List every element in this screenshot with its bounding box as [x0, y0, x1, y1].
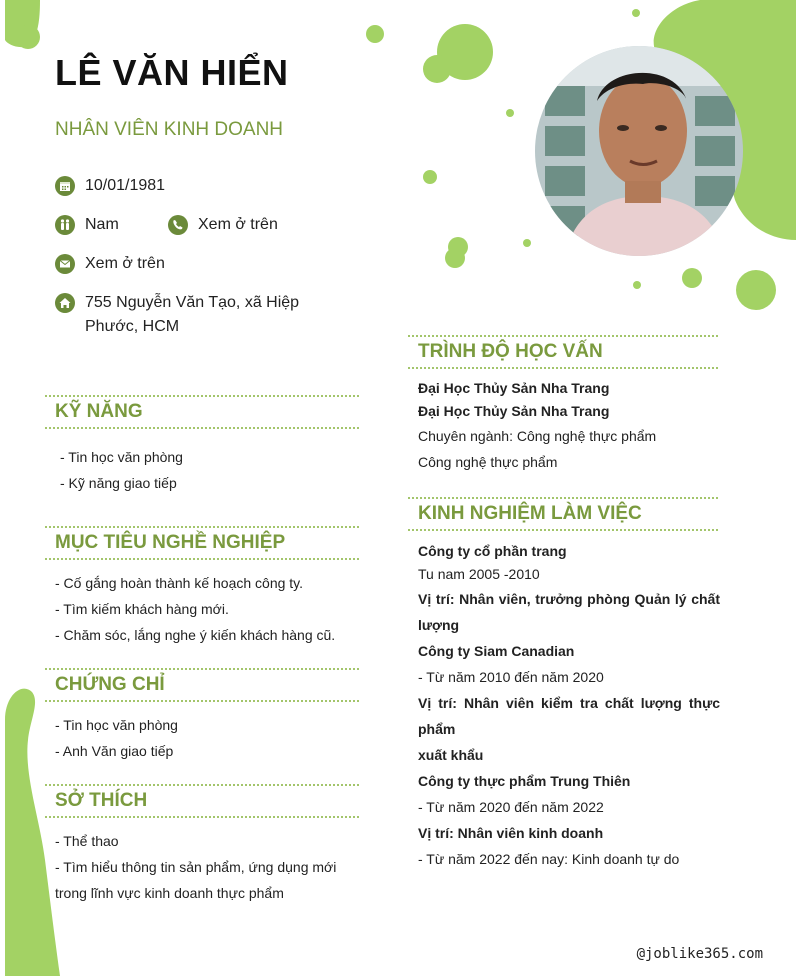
experience-period: Tu nam 2005 -2010 [418, 566, 540, 582]
education-degree: Công nghệ thực phẩm [418, 454, 558, 470]
candidate-role: NHÂN VIÊN KINH DOANH [55, 119, 284, 140]
list-item: - Thể thao [55, 833, 119, 849]
hobbies-title: SỞ THÍCH [45, 784, 359, 818]
experience-position: Vị trí: Nhân viên kiểm tra chất lượng thực phẩm [418, 695, 720, 737]
candidate-name: LÊ VĂN HIỂN [55, 52, 289, 93]
list-item: - Tìm kiếm khách hàng mới. [55, 601, 229, 617]
experience-position: Vị trí: Nhân viên kinh doanh [418, 825, 604, 841]
gender-row [55, 213, 119, 237]
experience-title: KINH NGHIỆM LÀM VIỆC [408, 497, 718, 531]
experience-period: - Từ năm 2010 đến năm 2020 [418, 669, 604, 685]
envelope-icon [55, 254, 75, 274]
list-item: - Tin học văn phòng [60, 449, 183, 465]
education-major: Chuyên ngành: Công nghệ thực phẩm [418, 428, 657, 444]
school-name: Đại Học Thủy Sản Nha Trang [418, 380, 610, 396]
experience-position: Vị trí: Nhân viên, trưởng phòng Quản lý chất [418, 591, 720, 607]
objective-title: MỤC TIÊU NGHỀ NGHIỆP [45, 526, 359, 560]
birthday-row [55, 174, 165, 198]
experience-position-cont: lượng [418, 617, 460, 633]
phone-row [168, 213, 278, 237]
certificates-title: CHỨNG CHỈ [45, 668, 359, 702]
list-item: - Tìm hiểu thông tin sản phẩm, ứng dụng mới [55, 859, 337, 875]
home-icon [55, 293, 75, 313]
experience-period: - Từ năm 2022 đến nay: Kinh doanh tự do [418, 851, 680, 867]
list-item: trong lĩnh vực kinh doanh thực phẩm [55, 885, 284, 901]
skills-title: KỸ NĂNG [45, 395, 359, 429]
list-item: - Chăm sóc, lắng nghe ý kiến khách hàng cũ. [55, 627, 336, 643]
phone-value: Xem ở trên [198, 216, 278, 233]
address-line1: 755 Nguyễn Văn Tạo, xã Hiệp [85, 294, 300, 311]
school-name: Đại Học Thủy Sản Nha Trang [418, 403, 610, 419]
list-item: - Tin học văn phòng [55, 717, 178, 733]
certificates-list [55, 712, 178, 764]
address-value [85, 291, 299, 339]
calendar-icon [55, 176, 75, 196]
address-row [55, 291, 299, 339]
objective-list [55, 570, 335, 648]
education-body [418, 377, 720, 475]
birthday-value: 10/01/1981 [85, 177, 166, 194]
experience-position-cont: xuất khẩu [418, 747, 484, 763]
email-value: Xem ở trên [85, 255, 165, 272]
gender-icon [55, 215, 75, 235]
company-name: Công ty Siam Canadian [418, 643, 575, 659]
gender-value: Nam [85, 216, 119, 233]
list-item: - Kỹ năng giao tiếp [60, 475, 177, 491]
address-line2: Phước, HCM [85, 318, 180, 335]
skills-list [60, 444, 183, 496]
company-name: Công ty thực phẩm Trung Thiên [418, 773, 631, 789]
hobbies-list [55, 828, 336, 906]
experience-period: - Từ năm 2020 đến năm 2022 [418, 799, 604, 815]
watermark: @joblike365.com [636, 946, 763, 962]
email-row [55, 252, 165, 276]
phone-icon [168, 215, 188, 235]
profile-photo [535, 46, 743, 256]
list-item: - Anh Văn giao tiếp [55, 743, 174, 759]
list-item: - Cố gắng hoàn thành kế hoạch công ty. [55, 575, 304, 591]
company-name: Công ty cổ phần trang [418, 543, 567, 559]
education-title: TRÌNH ĐỘ HỌC VẤN [408, 335, 718, 369]
experience-body [418, 540, 720, 872]
